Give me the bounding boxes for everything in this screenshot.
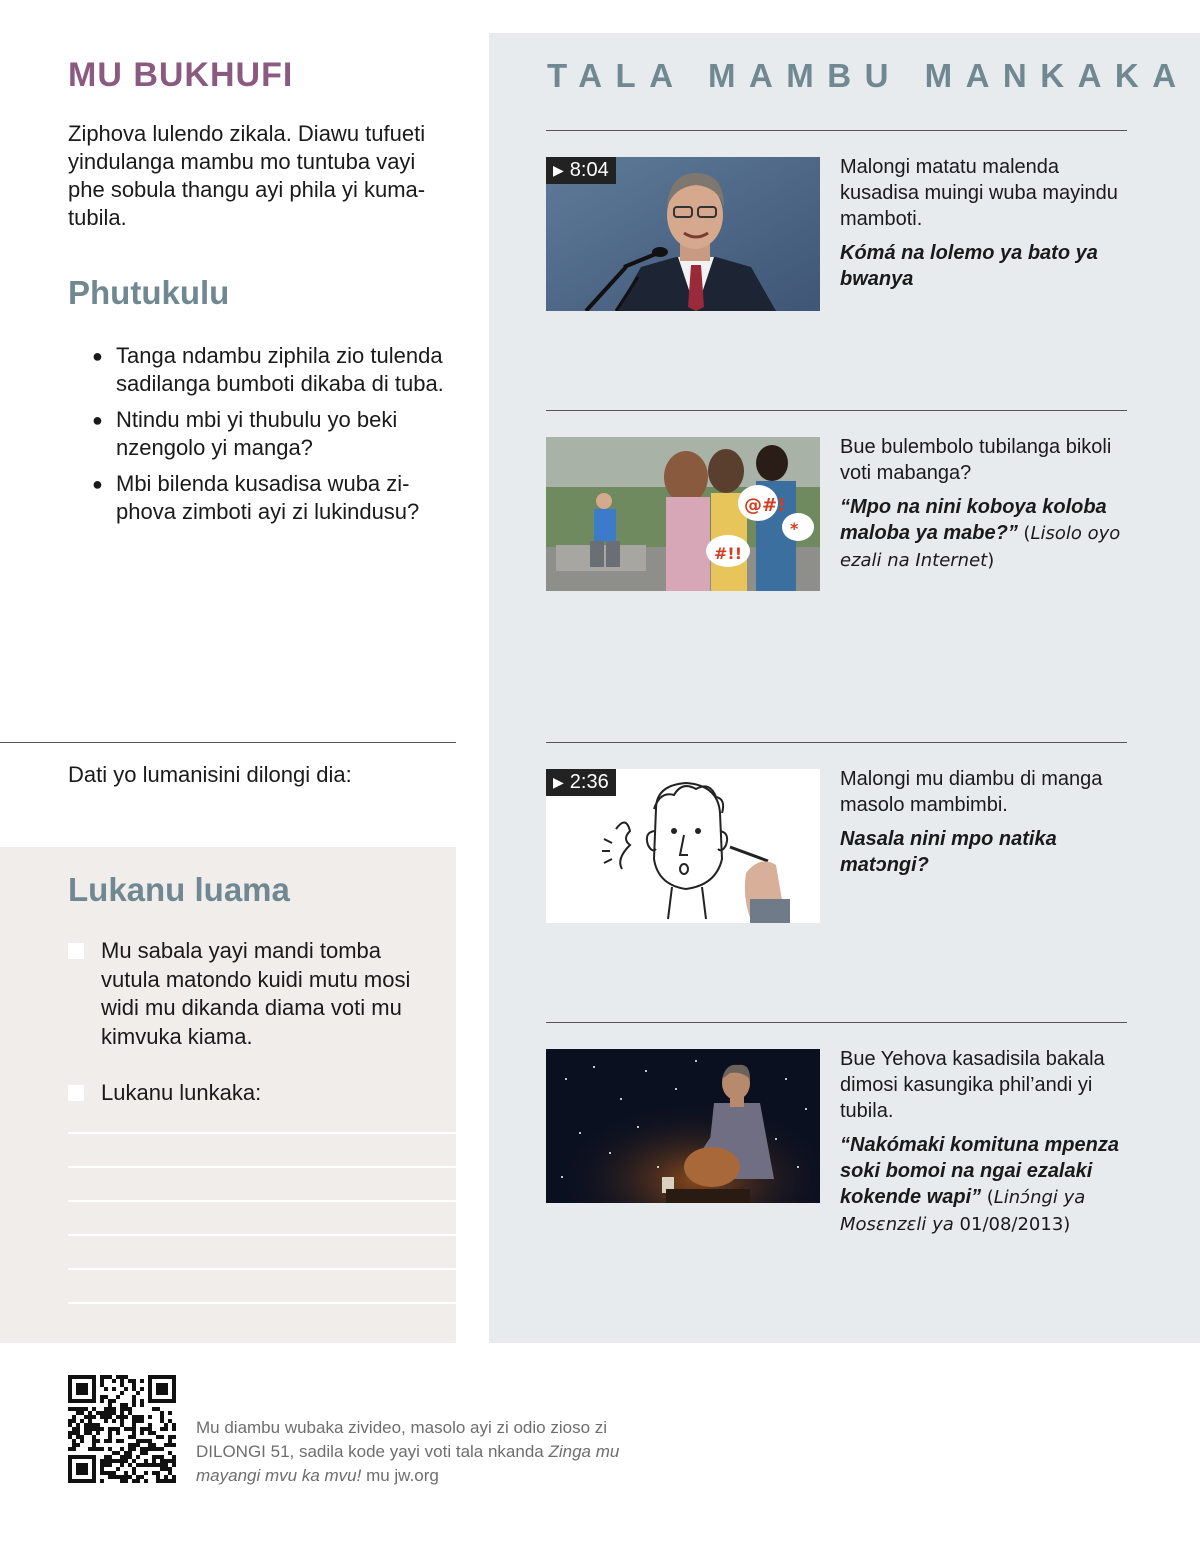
footer-text-2: mu jw.org bbox=[361, 1466, 439, 1485]
review-item-text: Mbi bilenda kusadisa wuba zi-phova zimboti ayi zi lukindusu? bbox=[116, 471, 420, 524]
item-description: Bue Yehova kasadisila bakala dimosi kasungika phil’andi yi tubila. bbox=[840, 1048, 1105, 1122]
goal-title: Lukanu luama bbox=[68, 871, 290, 908]
footer-text bbox=[196, 1416, 676, 1488]
item-description: Malongi matatu malenda kusadisa muingi wuba mayindu mamboti. bbox=[840, 156, 1118, 230]
item-ref-title[interactable]: “Nakómaki komituna mpenza soki bomoi na ngai ezalaki kokende wapi” bbox=[840, 1134, 1119, 1208]
checkbox[interactable] bbox=[68, 943, 84, 959]
man-under-stars-image bbox=[546, 1049, 820, 1203]
divider bbox=[0, 742, 456, 743]
item-description: Malongi mu diambu di manga masolo mambimbi. bbox=[840, 768, 1103, 816]
item-ref-title[interactable]: “Mpo na nini koboya koloba maloba ya mabe?” bbox=[840, 496, 1107, 544]
summary-title: MU BUKHUFI bbox=[68, 56, 294, 94]
goal-item-text: Mu sabala yayi mandi tomba vutula matondo kuidi mutu mosi widi mu dikanda diama voti mu kimvuka kiama. bbox=[101, 938, 411, 1049]
divider bbox=[546, 1022, 1127, 1023]
write-line[interactable] bbox=[68, 1268, 456, 1270]
item-reference: “Nakómaki komituna mpenza soki bomoi na ngai ezalaki kokende wapi” (Linɔ́ngi ya Mosɛnzɛli ya 01/08/2013) bbox=[840, 1134, 1119, 1235]
duration-badge bbox=[546, 769, 616, 796]
duration-badge bbox=[546, 157, 616, 184]
goal-item-text: Lukanu lunkaka: bbox=[101, 1080, 262, 1105]
teens-talking-image bbox=[546, 437, 820, 591]
review-item bbox=[92, 470, 452, 526]
bullet-icon: ● bbox=[92, 410, 103, 430]
item-reference: “Mpo na nini koboya koloba maloba ya mabe?” (Lisolo oyo ezali na Internet) bbox=[840, 496, 1121, 571]
review-title: Phutukulu bbox=[68, 274, 230, 311]
footer-text-book[interactable]: Zinga mu mayangi mvu ka mvu! bbox=[196, 1442, 620, 1485]
svg-text:@#!: @#! bbox=[744, 495, 786, 516]
svg-text:*: * bbox=[790, 519, 799, 538]
divider bbox=[546, 410, 1127, 411]
review-list bbox=[92, 342, 452, 534]
item-reference bbox=[840, 240, 1130, 292]
explore-panel bbox=[489, 33, 1200, 1343]
write-line[interactable] bbox=[68, 1132, 456, 1134]
item-description: Bue bulembolo tubilanga bikoli voti mabanga? bbox=[840, 436, 1112, 484]
footer-text-1: Mu diambu wubaka zivideo, masolo ayi zi odio zioso zi DILONGI 51, sadila kode yayi voti tala nkanda bbox=[196, 1418, 608, 1461]
explore-title: TALA MAMBU MANKAKA bbox=[547, 57, 1190, 94]
review-item-text: Tanga ndambu ziphila zio tulenda sadilanga bumboti dikaba di tuba. bbox=[116, 343, 444, 396]
svg-text:#!!: #!! bbox=[714, 544, 742, 563]
write-line[interactable] bbox=[68, 1302, 456, 1304]
divider bbox=[546, 130, 1127, 131]
summary-text: Ziphova lulendo zikala. Diawu tufueti yindulanga mambu mo tuntuba vayi phe sobula thangu ayi phila yi kuma-tubila. bbox=[68, 121, 426, 230]
play-icon: ▶ bbox=[553, 774, 564, 790]
video-thumbnail[interactable] bbox=[546, 769, 820, 923]
item-ref-title[interactable]: Kómá na lolemo ya bato ya bwanya bbox=[840, 242, 1098, 290]
duration-label: 8:04 bbox=[569, 159, 609, 181]
review-item bbox=[92, 406, 452, 462]
write-line[interactable] bbox=[68, 1234, 456, 1236]
duration-label: 2:36 bbox=[569, 771, 609, 793]
item-ref-source: Lisolo oyo ezali na Internet bbox=[840, 523, 1121, 571]
explore-item-text bbox=[840, 154, 1130, 292]
video-thumbnail[interactable] bbox=[546, 157, 820, 311]
item-reference bbox=[840, 826, 1130, 878]
article-thumbnail[interactable] bbox=[546, 437, 820, 591]
divider bbox=[546, 742, 1127, 743]
item-ref-source: Linɔ́ngi ya Mosɛnzɛli ya bbox=[840, 1187, 1086, 1235]
item-ref-title[interactable]: Nasala nini mpo natika matɔngi? bbox=[840, 828, 1057, 876]
item-ref-date: 01/08/2013 bbox=[959, 1214, 1064, 1235]
explore-item-text bbox=[840, 766, 1130, 878]
goal-item bbox=[68, 937, 438, 1051]
goal-box bbox=[0, 847, 456, 1343]
article-thumbnail[interactable] bbox=[546, 1049, 820, 1203]
play-icon: ▶ bbox=[553, 162, 564, 178]
explore-item-text bbox=[840, 434, 1130, 574]
checkbox[interactable] bbox=[68, 1085, 84, 1101]
explore-item-text bbox=[840, 1046, 1130, 1238]
date-label: Dati yo lumanisini dilongi dia: bbox=[68, 762, 352, 787]
qr-code-graphic bbox=[68, 1375, 176, 1483]
review-item bbox=[92, 342, 452, 398]
bullet-icon: ● bbox=[92, 346, 103, 366]
review-item-text: Ntindu mbi yi thubulu yo beki nzengolo yi manga? bbox=[116, 407, 398, 460]
bullet-icon: ● bbox=[92, 474, 103, 494]
goal-item bbox=[68, 1079, 438, 1108]
qr-code-icon[interactable] bbox=[68, 1375, 176, 1483]
write-line[interactable] bbox=[68, 1166, 456, 1168]
write-line[interactable] bbox=[68, 1200, 456, 1202]
